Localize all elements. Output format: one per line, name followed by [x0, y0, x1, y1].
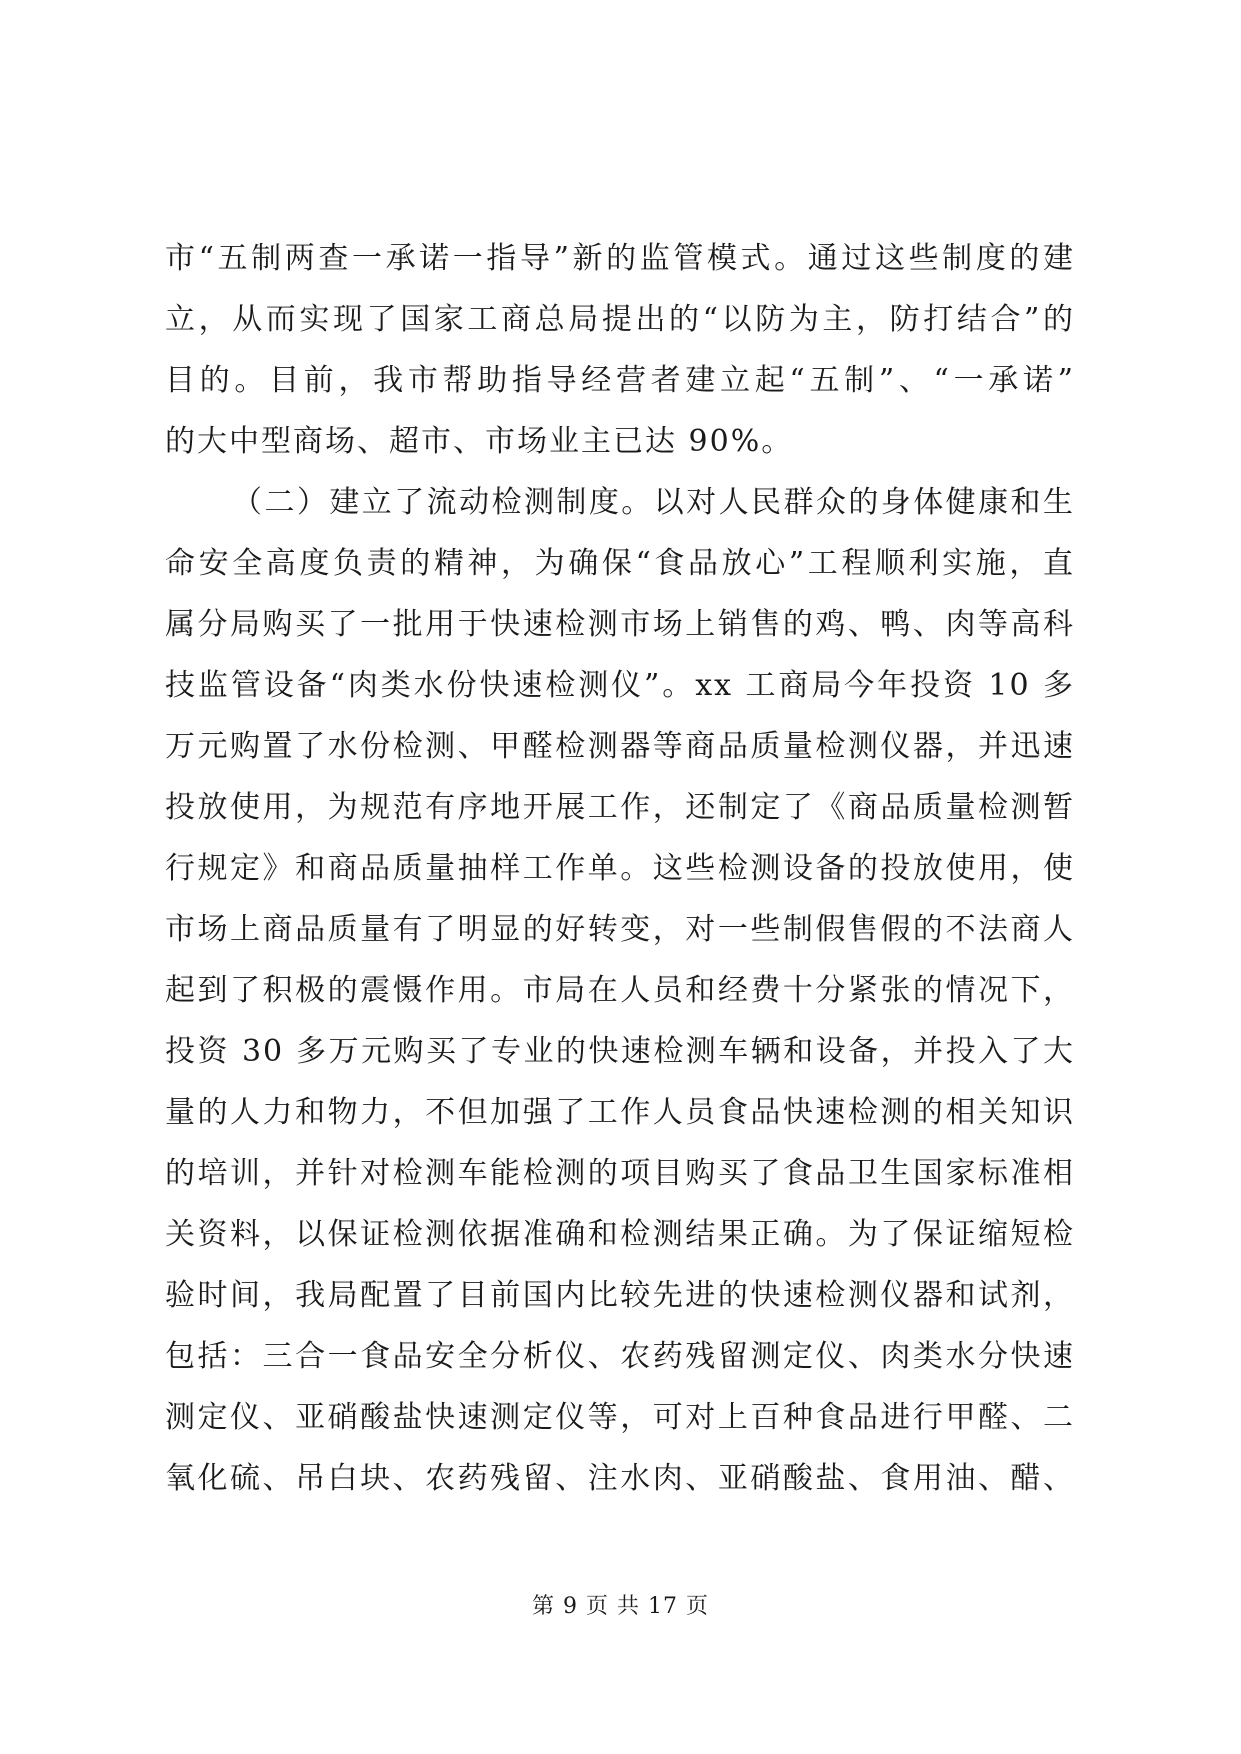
text-line: 氧化硫、吊白块、农药残留、注水肉、亚硝酸盐、食用油、醋、	[165, 1461, 1075, 1496]
text-line: 测定仪、亚硝酸盐快速测定仪等，可对上百种食品进行甲醛、二	[165, 1400, 1075, 1435]
page-number-footer: 第 9 页 共 17 页	[532, 1594, 709, 1619]
text-line: 市“五制两查一承诺一指导”新的监管模式。通过这些制度的建	[165, 241, 1075, 276]
text-line: 量的人力和物力，不但加强了工作人员食品快速检测的相关知识	[165, 1095, 1075, 1130]
text-line: （二）建立了流动检测制度。以对人民群众的身体健康和生	[232, 485, 1075, 520]
text-line: 命安全高度负责的精神，为确保“食品放心”工程顺利实施，直	[165, 546, 1075, 581]
text-line: 的大中型商场、超市、市场业主已达 90%。	[165, 424, 794, 459]
text-line: 属分局购买了一批用于快速检测市场上销售的鸡、鸭、肉等高科	[165, 607, 1075, 642]
text-line: 行规定》和商品质量抽样工作单。这些检测设备的投放使用，使	[165, 851, 1075, 886]
text-line: 技监管设备“肉类水份快速检测仪”。xx 工商局今年投资 10 多	[165, 668, 1075, 703]
text-line: 起到了积极的震慑作用。市局在人员和经费十分紧张的情况下，	[165, 973, 1075, 1008]
text-line: 的培训，并针对检测车能检测的项目购买了食品卫生国家标准相	[165, 1156, 1075, 1191]
text-line: 投放使用，为规范有序地开展工作，还制定了《商品质量检测暂	[165, 790, 1075, 825]
text-line: 投资 30 多万元购买了专业的快速检测车辆和设备，并投入了大	[165, 1034, 1075, 1069]
text-line: 目的。目前，我市帮助指导经营者建立起“五制”、“一承诺”	[165, 363, 1075, 398]
text-line: 包括：三合一食品安全分析仪、农药残留测定仪、肉类水分快速	[165, 1339, 1075, 1374]
text-line: 验时间，我局配置了目前国内比较先进的快速检测仪器和试剂，	[165, 1278, 1075, 1313]
body-text	[165, 228, 1075, 1509]
text-line: 万元购置了水份检测、甲醛检测器等商品质量检测仪器，并迅速	[165, 729, 1075, 764]
text-line: 市场上商品质量有了明显的好转变，对一些制假售假的不法商人	[165, 912, 1075, 947]
text-line: 关资料，以保证检测依据准确和检测结果正确。为了保证缩短检	[165, 1217, 1075, 1252]
text-line: 立，从而实现了国家工商总局提出的“以防为主，防打结合”的	[165, 302, 1075, 337]
